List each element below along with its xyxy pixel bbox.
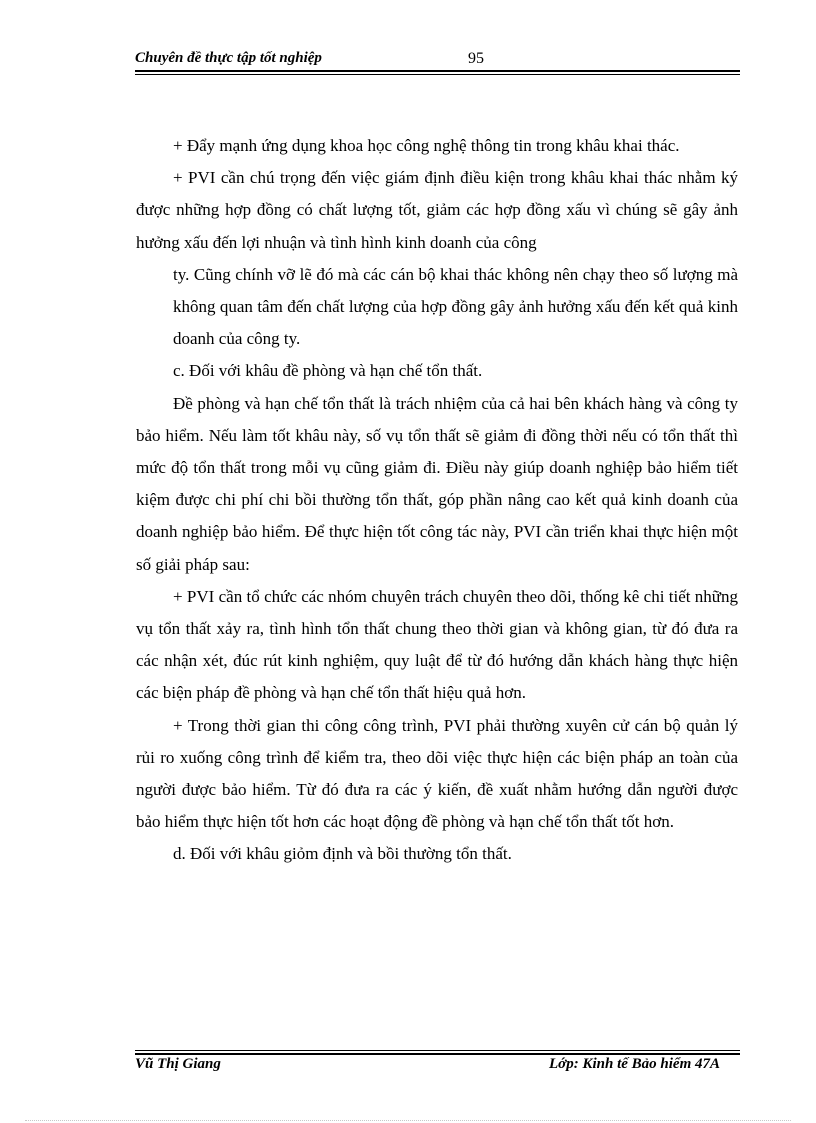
document-body — [136, 130, 738, 871]
class-name: Lớp: Kinh tế Bảo hiểm 47A — [549, 1056, 720, 1072]
paragraph-loss-prevention: Đề phòng và hạn chế tổn thất là trách nhiệm của cả hai bên khách hàng và công ty bảo hiểm. Nếu làm tốt khâu này, số vụ tổn thất sẽ giảm đi đồng thời nếu có tổn thất thì mức độ tổn thất trong mỗi vụ cũng giảm đi. Điều này giúp doanh nghiệp bảo hiểm tiết kiệm được chi phí chi bồi thường tổn thất, góp phần nâng cao kết quả kinh doanh của doanh nghiệp bảo hiểm. Để thực hiện tốt công tác này, PVI cần triển khai thực hiện một số giải pháp sau: — [136, 393, 738, 574]
document-title: Chuyên đề thực tập tốt nghiệp — [135, 50, 322, 66]
author-name: Vũ Thị Giang — [135, 1056, 221, 1072]
page-number: 95 — [468, 50, 484, 67]
paragraph-bullet-teams: + PVI cần tổ chức các nhóm chuyên trách chuyên theo dõi, thống kê chi tiết những vụ tổn thất xảy ra, tình hình tổn thất chung theo thời gian và không gian, từ đó đưa ra các nhận xét, đúc rút kinh nghiệm, quy luật để từ đó hướng dẫn khách hàng thực hiện các biện pháp đề phòng và hạn chế tổn thất hiệu quả hơn. — [136, 586, 738, 703]
page-footer — [135, 1056, 740, 1076]
footer-rule-thin — [135, 1050, 740, 1051]
paragraph-bullet-it: + Đẩy mạnh ứng dụng khoa học công nghệ thông tin trong khâu khai thác. — [173, 136, 680, 155]
paragraph-bullet-construction: + Trong thời gian thi công công trình, PVI phải thường xuyên cử cán bộ quản lý rủi ro xuống công trình để kiểm tra, theo dõi việc thực hiện các biện pháp an toàn của người được bảo hiểm. Từ đó đưa ra các ý kiến, đề xuất nhằm hướng dẫn người được bảo hiểm thực hiện tốt hơn các hoạt động đề phòng và hạn chế tổn thất tốt hơn. — [136, 715, 738, 832]
paragraph-continuation: ty. Cũng chính vỡ lẽ đó mà các cán bộ khai thác không nên chạy theo số lượng mà không quan tâm đến chất lượng của hợp đồng gây ảnh hưởng xấu đến kết quả kinh doanh của công ty. — [173, 264, 738, 349]
section-heading-c: c. Đối với khâu đề phòng và hạn chế tổn thất. — [173, 361, 483, 381]
page-edge-divider — [25, 1120, 791, 1121]
page-header — [135, 50, 740, 70]
paragraph-bullet-assessment: + PVI cần chú trọng đến việc giám định điều kiện trong khâu khai thác nhằm ký được những hợp đồng có chất lượng tốt, giảm các hợp đồng xấu vì chúng sẽ gây ảnh hưởng xấu đến lợi nhuận và tình hình kinh doanh của công — [136, 168, 738, 252]
section-heading-d: d. Đối với khâu giỏm định và bồi thường tổn thất. — [173, 844, 512, 864]
footer-rule-thick — [135, 1053, 740, 1055]
header-rule-thin — [135, 74, 740, 75]
header-rule-thick — [135, 70, 740, 72]
